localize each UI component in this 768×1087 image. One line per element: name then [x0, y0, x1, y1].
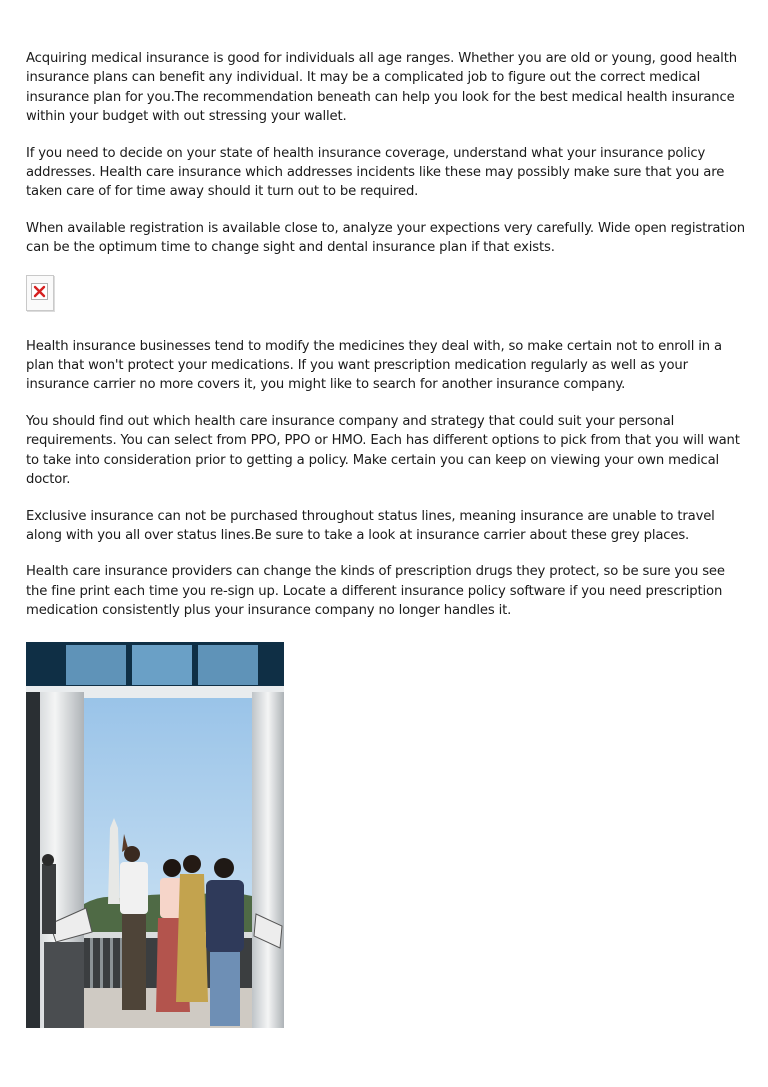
paragraph-1: Acquiring medical insurance is good for individuals all age ranges. Whether you are old or young, good health insurance plans can benefit any individual. It may be a complicated job to figure out the correct medical insurance plan for you.The recommendation beneath can help you look for the best medical health insurance within your budget with out stressing your wallet.	[26, 51, 737, 125]
paragraph-2: If you need to decide on your state of health insurance coverage, understand what your insurance policy addresses. Health care insurance which addresses incidents like these may possibly make sure that you are taken care of for time away should it turn out to be required.	[26, 145, 725, 200]
paragraph-6: Exclusive insurance can not be purchased throughout status lines, meaning insurance are unable to travel along with you all over status lines.Be sure to take a look at insurance carrier about these grey places.	[26, 508, 715, 543]
paragraph-5: You should find out which health care insurance company and strategy that could suit your personal requirements. You can select from PPO, PPO or HMO. Each has different options to pick from that you will want to take into consideration prior to getting a policy. Make certain you can keep on viewing your own medical doctor.	[26, 413, 740, 488]
broken-image-icon	[31, 283, 48, 300]
paragraph-4: Health insurance businesses tend to modify the medicines they deal with, so make certain not to enroll in a plan that won't protect your medications. If you want prescription medication regularly as well as your insurance carrier no more covers it, you might like to search for another insurance company.	[26, 338, 722, 393]
balcony-photo	[26, 642, 284, 1028]
paragraph-7: Health care insurance providers can change the kinds of prescription drugs they protect, so be sure you see the fine print each time you re-sign up. Locate a different insurance policy software if you need prescription medication consistently plus your insurance company no longer handles it.	[26, 564, 725, 619]
paragraph-3: When available registration is available close to, analyze your expections very carefully. Wide open registration can be the optimum time to change sight and dental insurance plan if that exists.	[26, 220, 745, 256]
document-body	[26, 49, 746, 638]
broken-image-placeholder	[26, 275, 54, 311]
